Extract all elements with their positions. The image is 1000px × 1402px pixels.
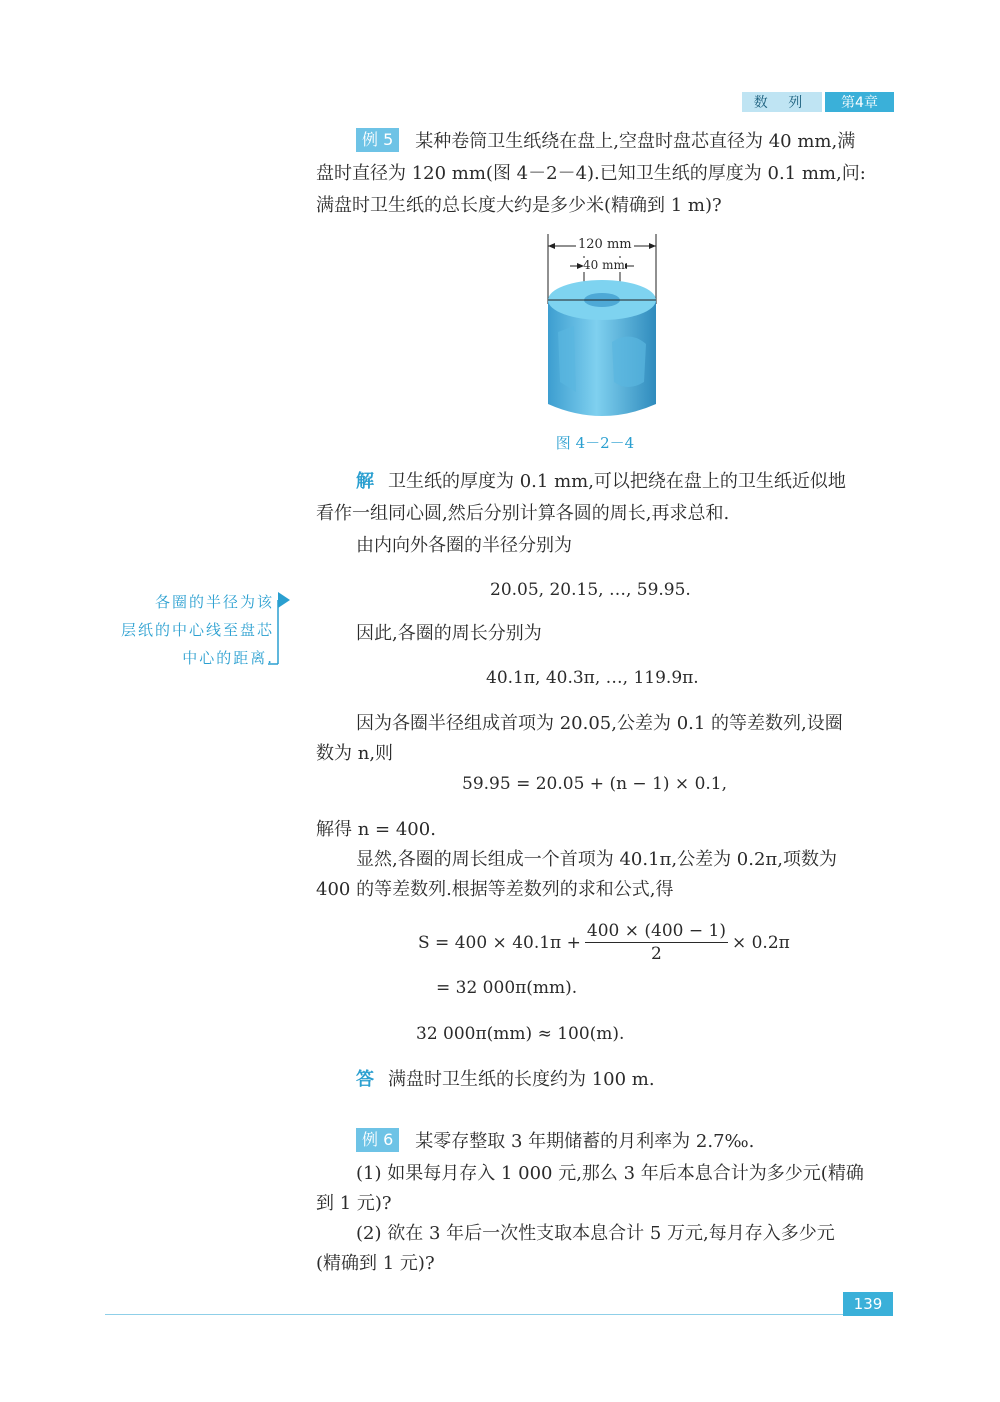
sum-result: = 32 000π(mm). [436,978,578,998]
example6-q1-line2: 到 1 元)? [316,1193,392,1214]
side-note-line2: 层纸的中心线至盘芯 [120,621,274,639]
solution-line1: 解 卫生纸的厚度为 0.1 mm,可以把绕在盘上的卫生纸近似地 [356,471,846,492]
example5-line1: 例 5 某种卷筒卫生纸绕在盘上,空盘时盘芯直径为 40 mm,满 [356,126,855,158]
approx-result: 32 000π(mm) ≈ 100(m). [416,1024,625,1044]
solution-line2: 看作一组同心圆,然后分别计算各圆的周长,再求总和. [316,503,730,524]
sum-formula [418,920,790,965]
solution-line9: 400 的等差数列.根据等差数列的求和公式,得 [316,879,674,900]
inner-diameter-label: 40 mm [583,258,625,272]
sum-fraction-denominator: 2 [651,944,662,964]
example6-q1-line1: (1) 如果每月存入 1 000 元,那么 3 年后本息合计为多少元(精确 [356,1163,864,1184]
chapter-title: 数 列 [742,92,822,112]
perimeter-sequence: 40.1π, 40.3π, …, 119.9π. [486,668,699,688]
chapter-header [742,92,894,112]
solution-line7: 解得 n = 400. [316,819,436,840]
example6-line1: 例 6 某零存整取 3 年期储蓄的月利率为 2.7‰. [356,1126,754,1158]
example5-line3: 满盘时卫生纸的总长度大约是多少米(精确到 1 m)? [316,195,722,216]
solution-label: 解 [356,471,374,492]
example6-q2-line2: (精确到 1 元)? [316,1253,435,1274]
chapter-number: 第4章 [825,92,894,112]
radii-sequence: 20.05, 20.15, …, 59.95. [490,580,691,600]
sum-rhs: × 0.2π [731,932,790,953]
side-note [104,588,274,672]
sum-fraction-numerator: 400 × (400 − 1) [586,921,726,941]
side-note-line1: 各圈的半径为该 [154,593,274,611]
outer-diameter-label: 120 mm [578,237,632,252]
sum-lhs: S = 400 × 40.1π + [418,932,581,953]
answer-label: 答 [356,1069,374,1090]
page-number: 139 [843,1292,893,1316]
figure-caption: 图 4－2－4 [555,434,635,452]
example5-line2: 盘时直径为 120 mm(图 4－2－4).已知卫生纸的厚度为 0.1 mm,问: [316,163,866,184]
side-note-bracket [264,588,294,668]
footer-rule [105,1314,843,1315]
side-note-line3: 中心的距离. [182,649,274,667]
solution-line8: 显然,各圈的周长组成一个首项为 40.1π,公差为 0.2π,项数为 [356,849,837,870]
equation-n: 59.95 = 20.05 + (n − 1) × 0.1, [462,774,728,794]
example5-tag: 例 5 [356,128,399,152]
solution-line4: 因此,各圈的周长分别为 [356,623,542,644]
solution-line3: 由内向外各圈的半径分别为 [356,535,572,556]
example6-q2-line1: (2) 欲在 3 年后一次性支取本息合计 5 万元,每月存入多少元 [356,1223,835,1244]
solution-line6: 数为 n,则 [316,743,394,764]
solution-line5: 因为各圈半径组成首项为 20.05,公差为 0.1 的等差数列,设圈 [356,713,843,734]
answer-line: 答 满盘时卫生纸的长度约为 100 m. [356,1069,655,1090]
sum-fraction [585,920,728,965]
example6-tag: 例 6 [356,1128,399,1152]
